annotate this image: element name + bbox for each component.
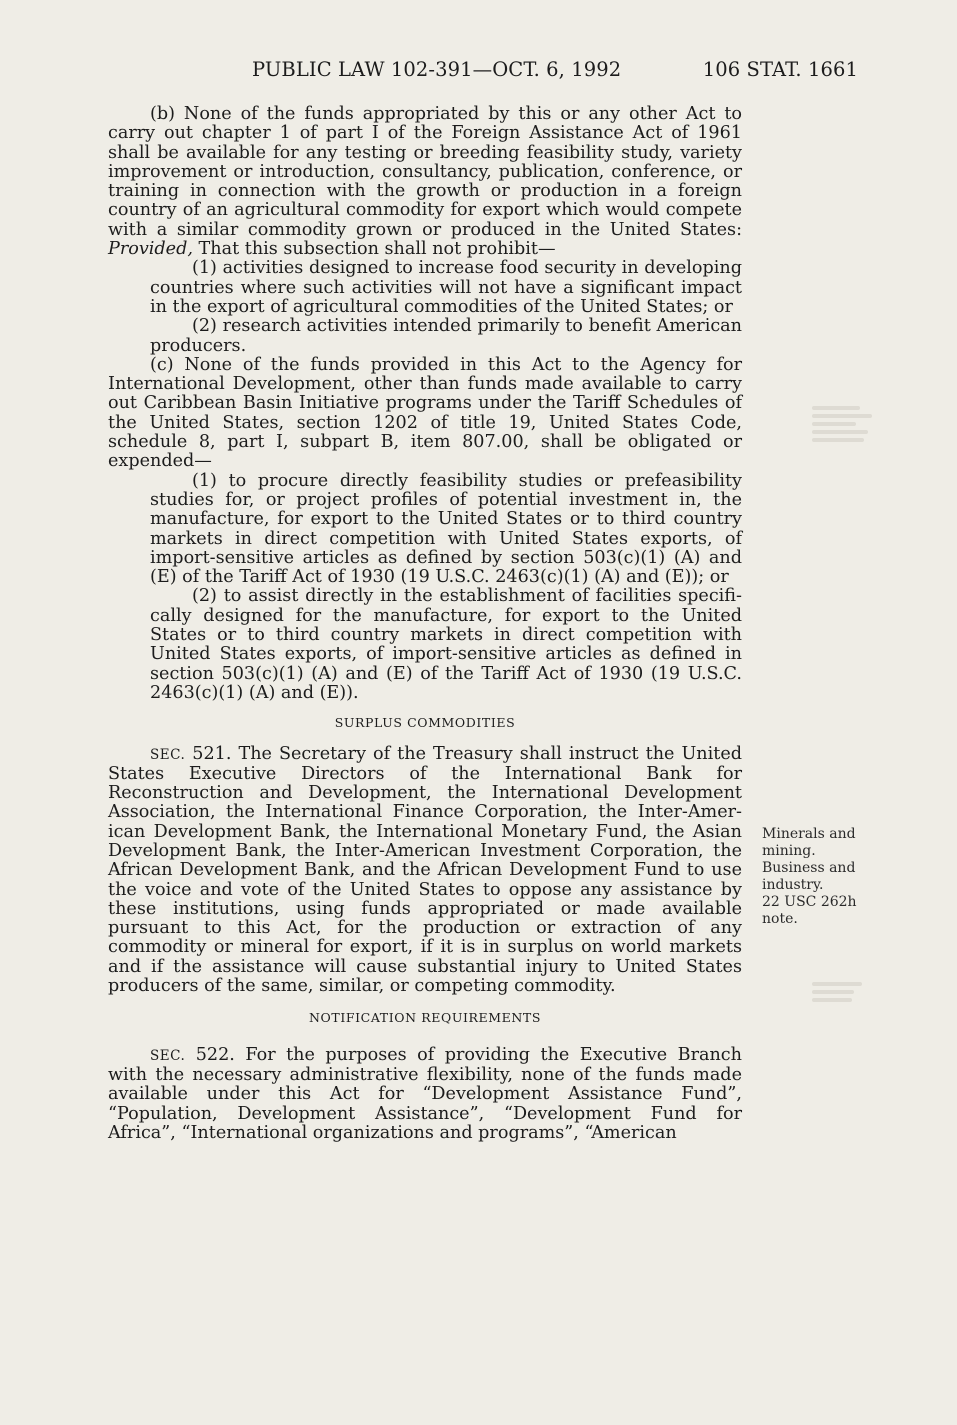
header-citation: PUBLIC LAW 102-391—OCT. 6, 1992	[252, 58, 622, 81]
margin-note-line: 22 USC 262h	[762, 894, 857, 910]
clause-b2: (2) research activities intended primarily to benefit American producers.	[150, 316, 742, 356]
margin-note	[762, 826, 872, 928]
margin-note-line: Minerals and	[762, 826, 856, 842]
section-heading-notification: NOTIFICATION REQUIREMENTS	[309, 1010, 541, 1026]
document-body	[108, 105, 742, 1143]
margin-note-line: mining.	[762, 843, 816, 859]
margin-note-line: industry.	[762, 877, 824, 893]
section-521: SEC. 521. The Secretary of the Treasury shall instruct the United States Executive Directors of the International Bank for Reconstruction and Development, the International Development Association, the International Finance Corporation, the Inter-American Development Bank, the International Monetary Fund, the Asian Development Bank, the Inter-American Investment Corporation, the African Development Bank, and the African Development Fund to use the voice and vote of the United States to oppose any assistance by these institutions, using funds appropriated or made available pursuant to this Act, for the production or extraction of any commodity or mineral for export, if it is in surplus on world markets and if the assistance will cause substantial injury to United States producers of the same, similar, or competing commodity.	[108, 743, 742, 997]
margin-note-line: Business and	[762, 860, 856, 876]
paragraph-c: (c) None of the funds provided in this Act to the Agency for International Development, other than funds made available to carry out Caribbean Basin Initiative programs under the Tariff Schedules of the United States, section 1202 of title 19, United States Code, schedule 8, part I, subpart B, item 807.00, shall be obligated or expended—	[108, 354, 742, 472]
clause-c1: (1) to procure directly feasibility studies or prefeasibility studies for, or project profiles of potential investment in, the manufacture, for export to the United States or to third country markets in direct competition with United States exports, of import-sensitive articles as defined by section 503(c)(1) (A) and (E) of the Tariff Act of 1930 (19 U.S.C. 2463(c)(1) (A) and (E)); or	[150, 470, 742, 588]
section-heading-surplus: SURPLUS COMMODITIES	[334, 715, 516, 731]
section-label: SEC.	[150, 746, 186, 763]
clause-c2: (2) to assist directly in the establishment of facilities specifically designed for the manufacture, for export to the United States or to third country markets in direct competition with United States exports, of import-sensitive articles as defined in section 503(c)(1) (A) and (E) of the Tariff Act of 1930 (19 U.S.C. 2463(c)(1) (A) and (E)).	[150, 586, 742, 703]
bleed-through-mark	[812, 978, 882, 1006]
bleed-through-mark	[812, 402, 882, 446]
margin-note-line: note.	[762, 911, 798, 927]
proviso-term: Provided,	[108, 239, 193, 260]
clause-b1: (1) activities designed to increase food security in developing countries where such activities will not have a significant impact in the export of agricultural commodities of the United States; or	[150, 258, 742, 317]
section-522: SEC. 522. For the purposes of providing the Executive Branch with the necessary administrative flexibility, none of the funds made available under this Act for “Development Assistance Fund”, “Population, Development Assistance”, “Development Fund for Africa”, “International organizations and programs”, “American	[108, 1044, 742, 1143]
section-label: SEC.	[150, 1047, 186, 1064]
paragraph-b: (b) None of the funds appropriated by this or any other Act to carry out chapter 1 of part I of the Foreign Assistance Act of 1961 shall be available for any testing or breeding feasibility study, variety improvement or introduction, consultancy, publication, conference, or training in connection with the growth or production in a foreign country of an agricultural commodity for export which would compete with a similar commodity grown or produced in the United States: Provided, That this subsection shall not prohibit—	[108, 104, 742, 260]
header-stat-page: 106 STAT. 1661	[702, 58, 858, 81]
